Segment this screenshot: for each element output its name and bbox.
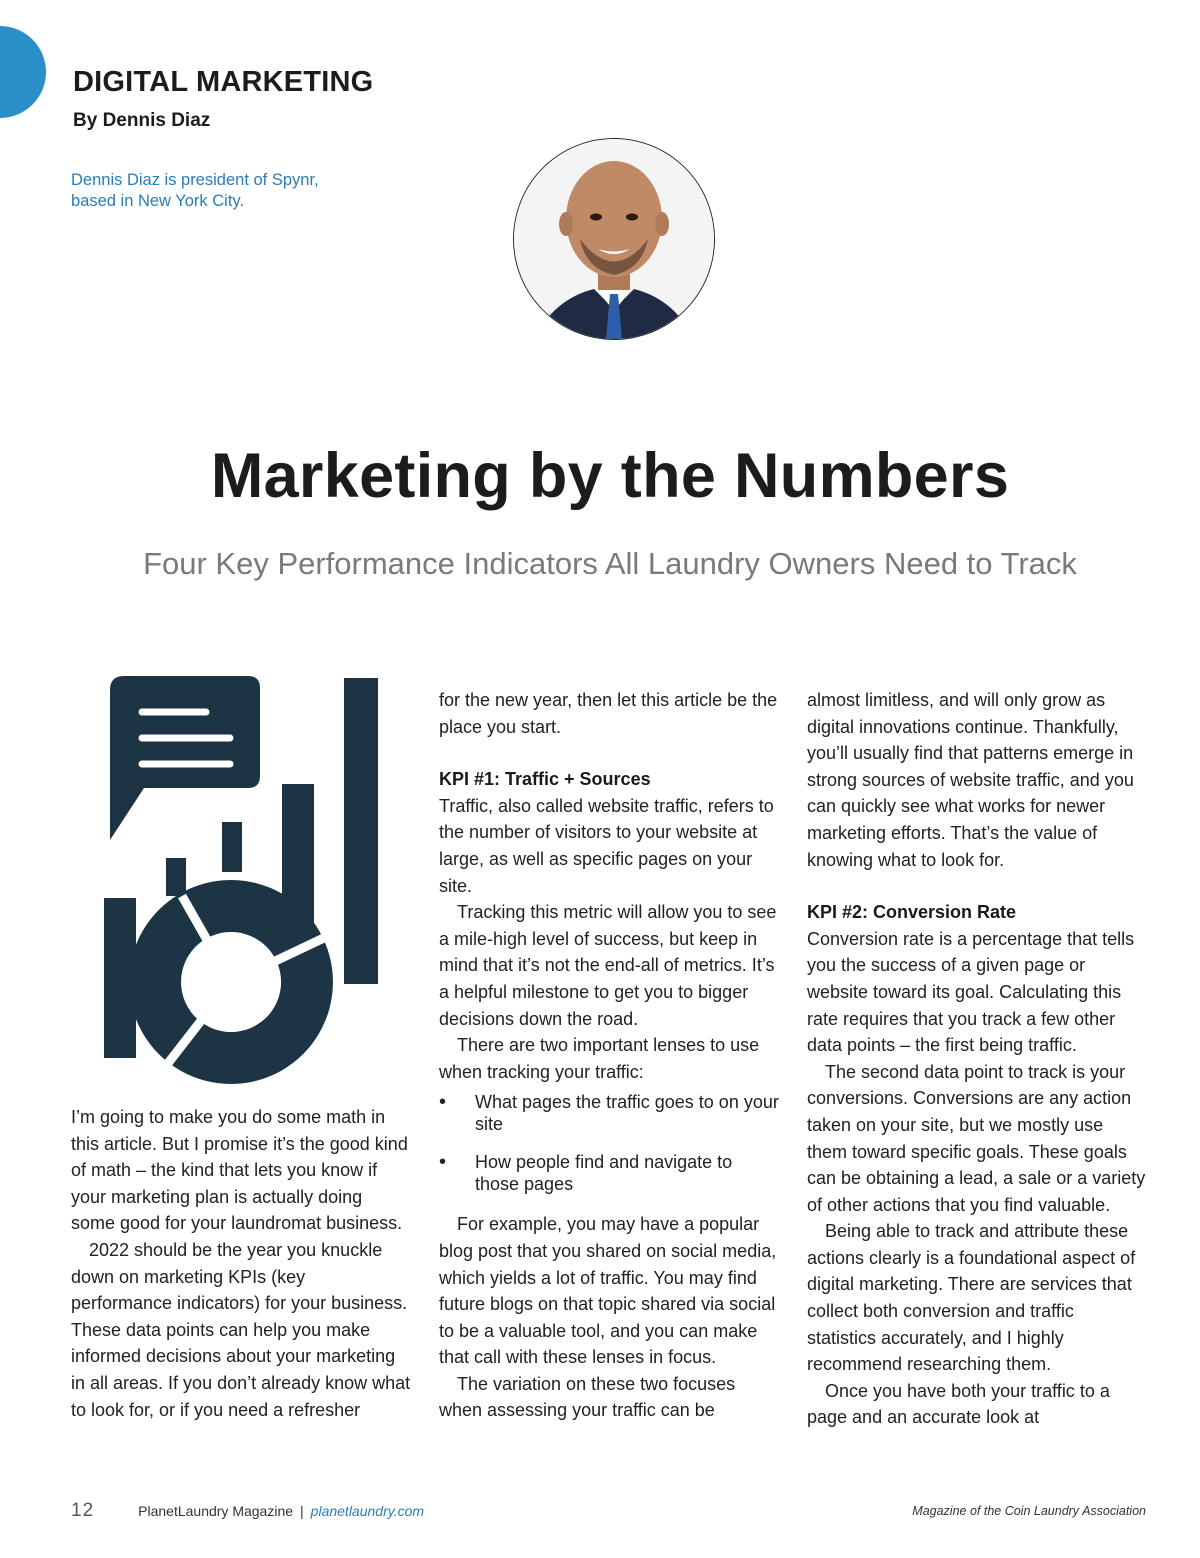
continued-paragraph: for the new year, then let this article be the place you start. xyxy=(439,690,778,737)
traffic-lenses-paragraph: There are two important lenses to use when tracking your traffic: xyxy=(439,1035,760,1082)
author-portrait-image xyxy=(514,139,714,339)
conversions-paragraph: The second data point to track is your conversions. Conversions are any action taken on your site, but we mostly use them toward specific goals. These goals can be obtaining a lead, a sale or a variety of other actions that you find valuable. xyxy=(807,1061,1146,1215)
blog-example-paragraph: For example, you may have a popular blog post that you shared on social media, which yields a lot of traffic. You may find future blogs on that topic shared via social to be a valuable tool, and you can make that call with these lenses in focus. xyxy=(439,1214,777,1368)
corner-accent-circle xyxy=(0,26,46,118)
chat-bubble-bar-chart-donut-icon xyxy=(104,676,378,1086)
footer-url-link[interactable]: planetlaundry.com xyxy=(310,1503,425,1519)
list-item: • What pages the traffic goes to on your site xyxy=(439,1091,779,1135)
section-label: DIGITAL MARKETING xyxy=(73,66,374,98)
variation-paragraph: The variation on these two focuses when assessing your traffic can be xyxy=(439,1373,736,1421)
footer-separator: | xyxy=(300,1503,304,1519)
author-bio xyxy=(71,170,371,212)
kpi1-heading: KPI #1: Traffic + Sources xyxy=(439,769,651,790)
magazine-name: PlanetLaundry Magazine xyxy=(138,1503,294,1519)
traffic-tracking-paragraph: Tracking this metric will allow you to see a mile-high level of success, but keep in mind that it’s not the end-all of metrics. It’s a helpful milestone to get you to bigger decisions down the road. xyxy=(439,902,777,1029)
article-column-2 xyxy=(439,687,779,1424)
byline: By Dennis Diaz xyxy=(73,110,211,131)
article-column-1 xyxy=(71,1104,411,1423)
traffic-definition-paragraph: Traffic, also called website traffic, refers to the number of visitors to your website at large, as well as specific pages on your site. xyxy=(439,795,774,896)
author-bio-line-1: Dennis Diaz is president of Spynr, xyxy=(71,171,319,189)
article-headline: Marketing by the Numbers xyxy=(210,441,1010,511)
attribution-paragraph: Being able to track and attribute these actions clearly is a foundational aspect of digital marketing. There are services that collect both conversion and traffic statistics accurately, and I highly recommend researching them. xyxy=(807,1221,1136,1375)
continued-next-paragraph: Once you have both your traffic to a page and an accurate look at xyxy=(807,1380,1110,1428)
kpi2-heading: KPI #2: Conversion Rate xyxy=(807,902,1017,923)
page-number: 12 xyxy=(71,1500,95,1521)
patterns-paragraph: almost limitless, and will only grow as digital innovations continue. Thankfully, you’ll usually find that patterns emerge in strong sources of website traffic, and you can quickly see what works for newer marketing efforts. That’s the value of knowing what to look for. xyxy=(807,690,1134,870)
author-headshot xyxy=(513,138,715,340)
article-subheadline: Four Key Performance Indicators All Laundry Owners Need to Track xyxy=(143,546,1077,581)
conversion-rate-paragraph: Conversion rate is a percentage that tells you the success of a given page or website toward its goal. Calculating this rate requires that you track a few other data points – the first being traffic. xyxy=(807,928,1135,1056)
kpi-intro-paragraph: 2022 should be the year you knuckle down on marketing KPIs (key performance indicators) for your business. These data points can help you make informed decisions about your marketing in all areas. If you don’t already know what to look for, or if you need a refresher xyxy=(71,1239,411,1420)
footer-left xyxy=(71,1500,424,1524)
intro-paragraph: I’m going to make you do some math in this article. But I promise it’s the good kind of math – the kind that lets you know if your marketing plan is actually doing some good for your laundromat business. xyxy=(71,1107,408,1234)
author-bio-line-2: based in New York City. xyxy=(71,192,245,210)
list-item: • How people find and navigate to those pages xyxy=(439,1151,779,1195)
footer-tagline: Magazine of the Coin Laundry Association xyxy=(912,1504,1146,1518)
traffic-lenses-list xyxy=(439,1091,779,1195)
article-column-3 xyxy=(807,687,1147,1431)
